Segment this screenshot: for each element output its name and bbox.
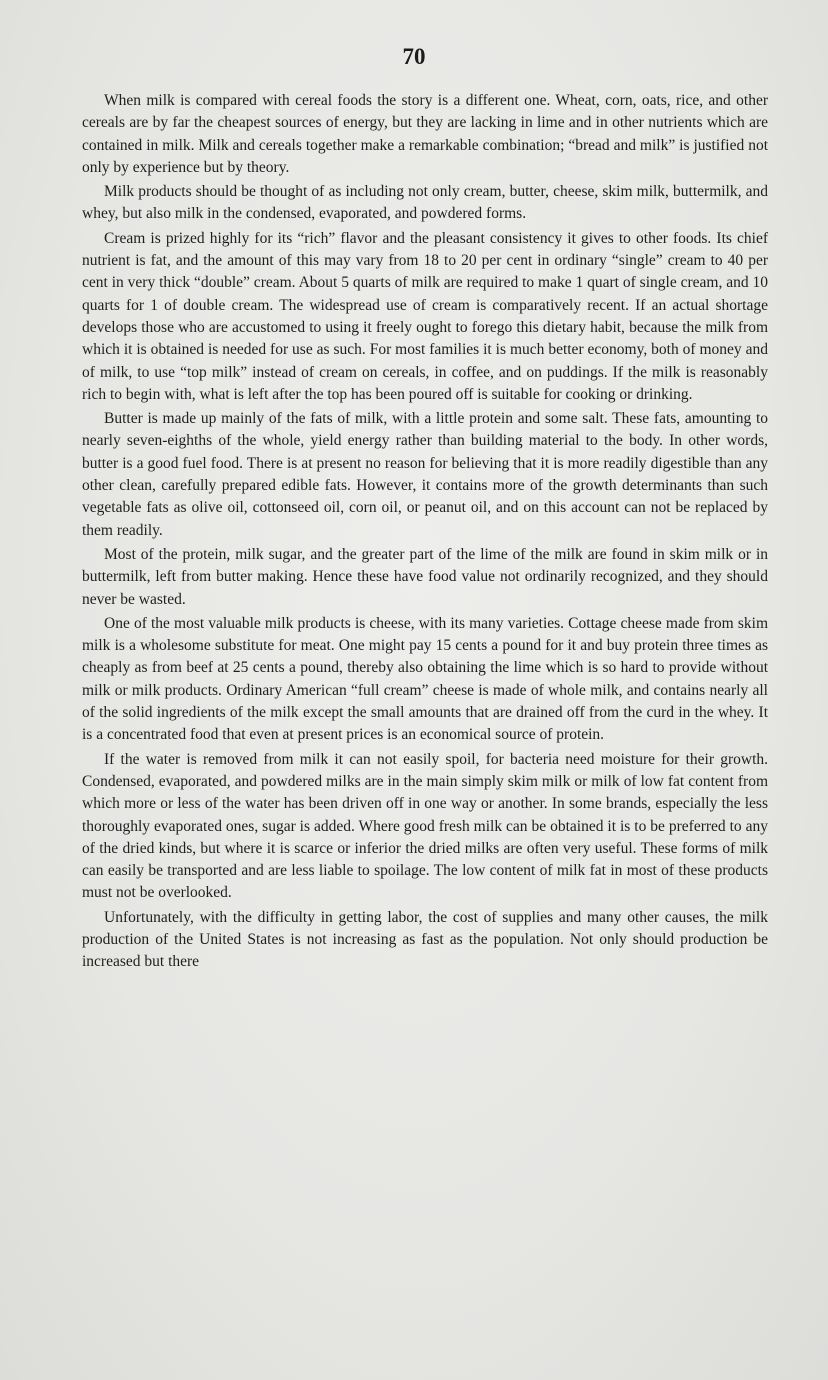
- paragraph-cereals: When milk is compared with cereal foods the story is a different one. Wheat, corn, oats, rice, and other cereals are by far the cheapest sources of energy, but they are lacking in lime and in other nutrients which are contained in milk. Milk and cereals together make a remarkable combination; “bread and milk” is justified not only by experience but by theory.: [82, 92, 768, 176]
- paragraph-production: Unfortunately, with the difficulty in getting labor, the cost of supplies and many other causes, the milk production of the United States is not increasing as fast as the population. Not only should production be increased but there: [82, 908, 768, 971]
- paragraph-cheese: One of the most valuable milk products is cheese, with its many varieties. Cottage cheese made from skim milk is a wholesome substitute for meat. One might pay 15 cents a pound for it and buy protein three times as cheaply as from beef at 25 cents a pound, thereby also obtaining the lime which is so hard to provide without milk or milk products. Ordinary American “full cream” cheese is made of whole milk, and contains nearly all of the solid ingredients of the milk except the small amounts that are drained off from the curd in the whey. It is a concentrated food that even at present prices is an economical source of protein.: [82, 614, 768, 744]
- page-number: 70: [402, 44, 426, 69]
- paragraph-cream: Cream is prized highly for its “rich” flavor and the pleasant consistency it gives to other foods. Its chief nutrient is fat, and the amount of this may vary from 18 to 20 per cent in ordinary “single” cream to 40 per cent in very thick “double” cream. About 5 quarts of milk are required to make 1 quart of single cream, and 10 quarts for 1 of double cream. The widespread use of cream is comparatively recent. If an actual shortage develops those who are accustomed to using it freely ought to forego this dietary habit, because the milk from which it is obtained is needed for use as such. For most families it is much better economy, both of money and of milk, to use “top milk” instead of cream on cereals, in coffee, and on puddings. If the milk is reasonably rich to begin with, what is left after the top has been poured off is suitable for cooking or drinking.: [82, 229, 768, 403]
- paragraph-milk-products: Milk products should be thought of as including not only cream, butter, cheese, skim milk, buttermilk, and whey, but also milk in the condensed, evaporated, and powdered forms.: [82, 183, 768, 223]
- paragraph-dried-milk: If the water is removed from milk it can not easily spoil, for bacteria need moisture for their growth. Condensed, evaporated, and powdered milks are in the main simply skim milk or milk of low fat content from which more or less of the water has been driven off in one way or another. In some brands, especially the less thoroughly evaporated ones, sugar is added. Where good fresh milk can be obtained it is to be preferred to any of the dried kinds, but where it is scarce or inferior the dried milks are often very useful. These forms of milk can easily be transported and are less liable to spoilage. The low content of milk fat in most of these products must not be overlooked.: [82, 750, 768, 902]
- paragraph-butter: Butter is made up mainly of the fats of milk, with a little protein and some salt. These fats, amounting to nearly seven-eighths of the whole, yield energy rather than building material to the body. In other words, butter is a good fuel food. There is at present no reason for believing that it is more readily digestible than any other clean, carefully prepared edible fats. However, it contains more of the growth determinants than such vegetable fats as olive oil, cottonseed oil, corn oil, or peanut oil, and on this account can not be replaced by them readily.: [82, 410, 768, 539]
- paragraph-skim-milk: Most of the protein, milk sugar, and the greater part of the lime of the milk are found in skim milk or in buttermilk, left from butter making. Hence these have food value not ordinarily recognized, and they should never be wasted.: [82, 545, 768, 608]
- body-text: [82, 90, 768, 976]
